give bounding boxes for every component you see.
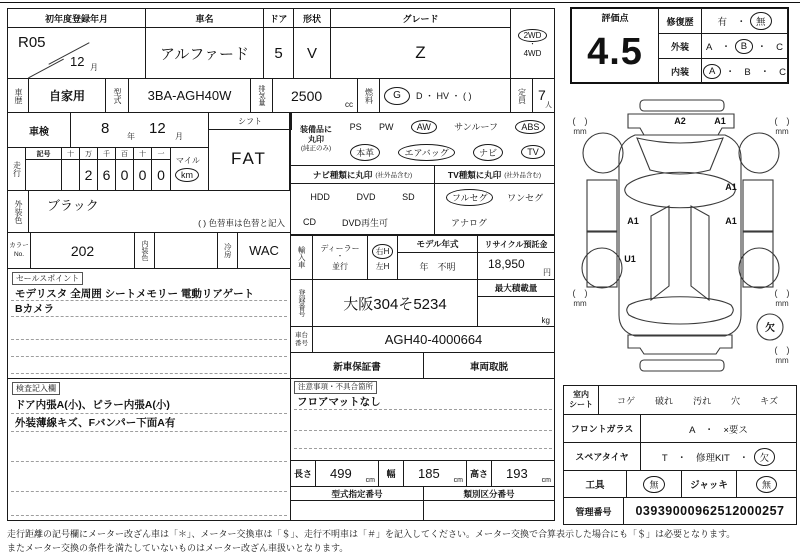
equipment-label-l2: 丸印 — [308, 134, 324, 144]
vehicle-removal-cell: 車両取脱 — [423, 352, 555, 379]
seat-item-kizu: キズ — [760, 395, 778, 406]
mileage-digit: 0 — [115, 159, 134, 191]
spare-pre: T ・ 修理KIT ・ — [661, 452, 749, 464]
height-number: 193 — [506, 466, 528, 481]
tread-mm-spare: mm — [775, 356, 789, 365]
inspector-empty-line — [11, 475, 287, 492]
inspector-line1: ドア内張A(小)、ピラー内張A(小) — [11, 397, 287, 414]
damage-mark-a2: A2 — [674, 116, 686, 126]
drive-dot: ・ — [529, 41, 536, 49]
mileage-digit — [61, 159, 80, 191]
recycle-deposit-value — [478, 253, 554, 280]
nav-hdd: HDD — [310, 192, 330, 202]
shift-cell — [208, 112, 290, 191]
equip-sunroof: サンルーフ — [454, 122, 499, 132]
int-post: ・ B ・ C — [725, 67, 787, 78]
inspector-empty-line — [11, 445, 287, 462]
tread-bracket-tl: ( ) — [572, 116, 588, 126]
max-load-cell — [477, 279, 555, 327]
footer-note-line1: 走行距離の記号欄にメーター改ざん車は「＊」、メーター交換車は「＄」、走行不明車は「＃」を記入してください。メーター交換で合算表示した場合にも「＄」は必要となります。 — [7, 529, 736, 539]
tread-bracket-tr: ( ) — [774, 116, 790, 126]
mileage-digit: 2 — [79, 159, 98, 191]
import-handle-cell — [367, 235, 398, 280]
exterior-grade-value — [701, 33, 788, 59]
left-open-door — [651, 206, 669, 300]
right-rear-door-panel — [743, 231, 773, 287]
seat-item-yabure: 破れ — [655, 395, 674, 406]
capacity-unit: 人 — [545, 102, 552, 109]
reg-month: 12 — [70, 54, 85, 69]
model-code-label: 型式 — [105, 78, 129, 113]
new-car-warranty-cell: 新車保証書 — [290, 352, 424, 379]
nav-cd: CD — [303, 217, 316, 227]
length-label: 長さ — [290, 460, 316, 487]
equipment-row2 — [341, 139, 554, 165]
nav-dvd: DVD — [356, 192, 376, 202]
registration-label: 登録番号 — [290, 279, 313, 327]
seat-label1: 室内 — [573, 389, 589, 399]
shift-header: シフト — [208, 112, 292, 130]
mileage-digit: 0 — [151, 159, 171, 191]
equipment-block — [290, 112, 555, 166]
door-value: 5 — [263, 27, 294, 79]
equipment-label-l1: 装備品に — [300, 124, 332, 134]
mileage-symbol-header: 記号 — [25, 147, 62, 160]
exterior-grade-label: 外装 — [658, 33, 702, 59]
model-code-value: 3BA-AGH40W — [128, 78, 251, 113]
equipment-label — [291, 113, 341, 165]
damage-mark-a1-right-mid: A1 — [725, 216, 737, 226]
shape-header: 形状 — [293, 8, 331, 28]
interior-color-label: 内装色 — [134, 232, 155, 269]
diagonal-slash — [28, 59, 64, 79]
displacement-number: 2500 — [291, 88, 323, 104]
max-load-header: 最大積載量 — [478, 280, 554, 297]
mileage-col-header: 万 — [79, 147, 98, 160]
inspection-year-suffix: 年 — [127, 132, 135, 141]
damage-mark-u1-left-rear: U1 — [624, 254, 636, 264]
ext-b-circled: B — [735, 39, 753, 54]
class-division-value — [423, 500, 555, 521]
nav-row1 — [291, 184, 434, 210]
repair-history-value — [701, 8, 788, 34]
import-label: 輸入車 — [290, 235, 313, 280]
equipment-label-l3: (純正のみ) — [300, 144, 332, 152]
inspection-month-suffix: 月 — [175, 132, 183, 141]
length-value — [315, 460, 379, 487]
inspector-empty-line — [11, 499, 287, 516]
import-rh-circled: 右H — [372, 244, 394, 259]
ac-value: WAC — [237, 232, 291, 269]
caution-empty-line — [294, 417, 552, 431]
right-open-door — [691, 206, 709, 300]
drive-4wd: 4WD — [523, 48, 542, 58]
equip-aw-circled: AW — [411, 120, 437, 134]
body-color-note: ( ) 色替車は色替と記入 — [198, 218, 285, 228]
sales-points-label: セールスポイント — [12, 272, 83, 285]
inspector-line2: 外装薄線キズ、Fバンパー下面A有 — [11, 415, 287, 432]
km-circled: km — [175, 168, 199, 182]
tv-type-block — [434, 165, 555, 235]
seat-label — [563, 385, 599, 415]
seat-items — [598, 385, 797, 415]
import-parallel: 並行 — [332, 261, 348, 271]
body-outline — [619, 135, 741, 336]
chassis-label1: 車台 — [295, 331, 308, 339]
first-registration-value — [7, 27, 146, 79]
model-year-cell — [397, 235, 478, 280]
width-number: 185 — [418, 466, 440, 481]
repair-pre: 有 ・ — [717, 17, 746, 28]
recycle-deposit-cell — [477, 235, 555, 280]
tread-bracket-spare: ( ) — [774, 345, 790, 355]
import-lh: 左H — [375, 261, 390, 271]
tools-none-circled: 無 — [643, 476, 664, 493]
width-unit: cm — [453, 477, 463, 484]
color-no-label — [7, 232, 31, 269]
tread-mm-tr: mm — [775, 127, 789, 136]
ext-pre: A ・ — [705, 42, 731, 53]
fuel-value — [379, 78, 511, 113]
inspection-year: 8 — [101, 120, 110, 137]
model-year-header: モデル年式 — [398, 236, 477, 253]
evaluation-box — [570, 7, 789, 84]
tv-analog: アナログ — [451, 217, 488, 228]
car-name-header: 車名 — [145, 8, 264, 28]
capacity-number: 7 — [538, 87, 546, 103]
color-no-label1: カラー — [9, 242, 29, 250]
mileage-col-header: 百 — [115, 147, 134, 160]
equip-leather-circled: 本革 — [350, 144, 380, 161]
displacement-label: 排気量 — [250, 78, 273, 113]
reg-month-suffix: 月 — [90, 63, 98, 72]
windshield-label: フロントガラス — [563, 414, 641, 443]
capacity-label: 定員 — [510, 78, 533, 113]
int-a-circled: A — [703, 64, 721, 79]
body-color-value — [28, 190, 291, 233]
caution-label: 注意事項・不具合箇所 — [294, 381, 377, 394]
windshield — [637, 138, 723, 174]
tv-fullseg-circled: フルセグ — [446, 189, 494, 206]
tv-type-header — [435, 166, 554, 184]
spare-tire-label: スペアタイヤ — [563, 442, 641, 471]
chassis-label2: 番号 — [295, 339, 308, 347]
repair-none-circled: 無 — [750, 12, 772, 30]
mileage-col-header: 千 — [97, 147, 116, 160]
inspection-value — [70, 112, 209, 148]
jack-value — [736, 470, 797, 498]
sales-empty-line — [11, 324, 287, 340]
inspector-notes-section — [7, 378, 291, 521]
equip-tv-circled: TV — [521, 145, 545, 159]
front-left-wheel — [583, 133, 623, 173]
rear-bottom-bar — [640, 360, 724, 371]
top-edge-line — [0, 2, 800, 3]
length-unit: cm — [365, 477, 375, 484]
import-dot: ・ — [336, 253, 344, 261]
color-no-label2: No. — [13, 250, 25, 258]
sales-line1: モデリスタ 全周囲 シートメモリー 電動リアゲート — [11, 286, 287, 301]
history-value: 自家用 — [28, 78, 106, 113]
roof — [625, 172, 736, 208]
score-label: 評価点 — [601, 12, 629, 23]
nav-dvd-play: DVD再生可 — [342, 217, 389, 228]
displacement-value — [272, 78, 358, 113]
caution-empty-line — [294, 435, 552, 449]
chassis-value: AGH40-4000664 — [312, 326, 555, 353]
grade-value: Z — [330, 27, 511, 79]
fuel-options: D ・ HV ・ ( ) — [416, 91, 472, 101]
caution-section — [290, 378, 555, 461]
drive-2wd-circled: 2WD — [518, 29, 548, 42]
equip-navi-circled: ナビ — [473, 144, 503, 161]
jack-none-circled: 無 — [756, 476, 777, 493]
drivetrain-cell — [510, 8, 555, 79]
damage-mark-a1-left-mid: A1 — [627, 216, 639, 226]
sales-line2: Bカメラ — [11, 301, 287, 317]
damage-mark-a1-front: A1 — [714, 116, 726, 126]
first-registration-header: 初年度登録年月 — [7, 8, 146, 28]
chassis-label — [290, 326, 313, 353]
import-dealer: ディーラー — [320, 244, 360, 254]
body-color-name: ブラック — [47, 198, 99, 213]
right-front-door-panel — [743, 180, 773, 232]
mileage-digit: 0 — [133, 159, 152, 191]
inspection-month: 12 — [149, 120, 166, 137]
tread-mm-br: mm — [775, 299, 789, 308]
recycle-deposit-header: リサイクル預託金 — [478, 236, 554, 253]
rear-left-wheel — [582, 248, 622, 288]
car-name-value: アルファード — [145, 27, 264, 79]
sales-points-section — [7, 268, 291, 379]
type-designation-value — [290, 500, 424, 521]
class-division-header: 類別区分番号 — [423, 486, 555, 501]
score-cell — [572, 9, 659, 82]
front-right-wheel — [739, 133, 779, 173]
body-color-label: 外装色 — [7, 190, 29, 233]
width-value — [403, 460, 467, 487]
fuel-label: 燃料 — [357, 78, 380, 113]
seat-item-yogore: 汚れ — [693, 395, 712, 406]
seat-item-koge: コゲ — [617, 395, 636, 406]
model-year-value: 年 不明 — [419, 262, 456, 272]
import-dealer-cell — [312, 235, 368, 280]
ext-post: ・ C — [757, 42, 784, 53]
seat-label2: シート — [569, 400, 593, 409]
tread-mm-tl: mm — [573, 127, 587, 136]
sales-empty-line — [11, 341, 287, 357]
shape-value: V — [293, 27, 331, 79]
rear-window — [627, 297, 734, 324]
interior-grade-value — [701, 58, 788, 84]
management-number-label: 管理番号 — [563, 497, 624, 525]
caution-line1: フロアマットなし — [294, 394, 552, 410]
mileage-symbol-cell — [25, 159, 62, 191]
car-damage-diagram — [563, 90, 797, 385]
nav-row2 — [291, 210, 434, 234]
tv-oneseg: ワンセグ — [507, 192, 544, 203]
repair-history-label: 修復歴 — [658, 8, 702, 34]
interior-grade-label: 内装 — [658, 58, 702, 84]
nav-type-header — [291, 166, 434, 184]
nav-type-block — [290, 165, 435, 235]
equip-pw: PW — [378, 121, 394, 132]
capacity-value — [532, 78, 555, 113]
front-top-bar — [640, 100, 724, 111]
sales-empty-line — [11, 358, 287, 374]
ac-label: 冷房 — [217, 232, 238, 269]
equipment-row1 — [341, 113, 554, 140]
tread-mm-bl: mm — [573, 299, 587, 308]
max-load-value — [478, 297, 554, 327]
spare-missing-circled: 欠 — [754, 448, 776, 466]
fuel-g-circled: G — [384, 87, 410, 105]
tv-header-main: TV種類に丸印 — [447, 169, 502, 180]
mileage-col-header: 十 — [133, 147, 152, 160]
interior-color-value — [154, 232, 218, 269]
mileage-label: 走行 — [7, 147, 26, 191]
equip-airbag-circled: エアバッグ — [398, 144, 454, 161]
jack-label: ジャッキ — [681, 470, 737, 498]
nav-header-sub: (社外品含む) — [375, 172, 413, 179]
management-number-value: 03939000962512000257 — [623, 497, 797, 525]
tread-bracket-br: ( ) — [774, 288, 790, 298]
nav-sd: SD — [402, 192, 415, 202]
inspection-label: 車検 — [7, 112, 71, 148]
inspector-notes-label: 検査記入欄 — [12, 382, 60, 395]
tv-row1 — [435, 184, 554, 210]
mileage-col-header: 一 — [151, 147, 171, 160]
left-front-door-panel — [587, 180, 617, 232]
tread-bracket-bl: ( ) — [572, 288, 588, 298]
left-rear-door-panel — [587, 231, 617, 287]
length-number: 499 — [330, 466, 352, 481]
shift-value: FAT — [231, 149, 267, 168]
mileage-unit-cell — [170, 147, 209, 191]
mile-label: マイル — [176, 156, 200, 165]
tv-row2 — [435, 210, 554, 234]
type-designation-header: 型式指定番号 — [290, 486, 424, 501]
spare-tire-value — [640, 442, 797, 471]
mileage-col-header: 十 — [61, 147, 80, 160]
history-label: 車歴 — [7, 78, 29, 113]
recycle-yen: 円 — [543, 268, 551, 277]
seat-item-ana: 穴 — [731, 395, 741, 406]
windshield-value: A ・ ×要ス — [640, 414, 797, 443]
tools-value — [626, 470, 682, 498]
height-value — [491, 460, 555, 487]
equip-abs-circled: ABS — [515, 120, 545, 134]
displacement-unit: cc — [345, 100, 353, 109]
tools-label: 工具 — [563, 470, 627, 498]
height-unit: cm — [541, 477, 551, 484]
footer-note-line2: またメーター交換の条件を満たしていないものはメーター改ざん車扱いとなります。 — [7, 543, 349, 553]
nav-header-main: ナビ種類に丸印 — [312, 169, 373, 180]
score-value: 4.5 — [587, 30, 643, 73]
registration-value: 大阪304そ5234 — [312, 279, 478, 327]
equip-ps: PS — [349, 121, 362, 132]
damage-mark-a1-right-front: A1 — [725, 182, 737, 192]
recycle-amount: 18,950 — [488, 257, 525, 271]
max-load-unit: kg — [541, 316, 550, 325]
grade-header: グレード — [330, 8, 511, 28]
spare-missing-kanji: 欠 — [765, 323, 775, 334]
color-no-value: 202 — [30, 232, 135, 269]
height-label: 高さ — [466, 460, 492, 487]
tv-header-sub: (社外品含む) — [504, 172, 542, 179]
reg-year: R05 — [18, 34, 46, 51]
width-label: 幅 — [378, 460, 404, 487]
door-header: ドア — [263, 8, 294, 28]
rear-bumper — [628, 335, 732, 354]
mileage-digit: 6 — [97, 159, 116, 191]
